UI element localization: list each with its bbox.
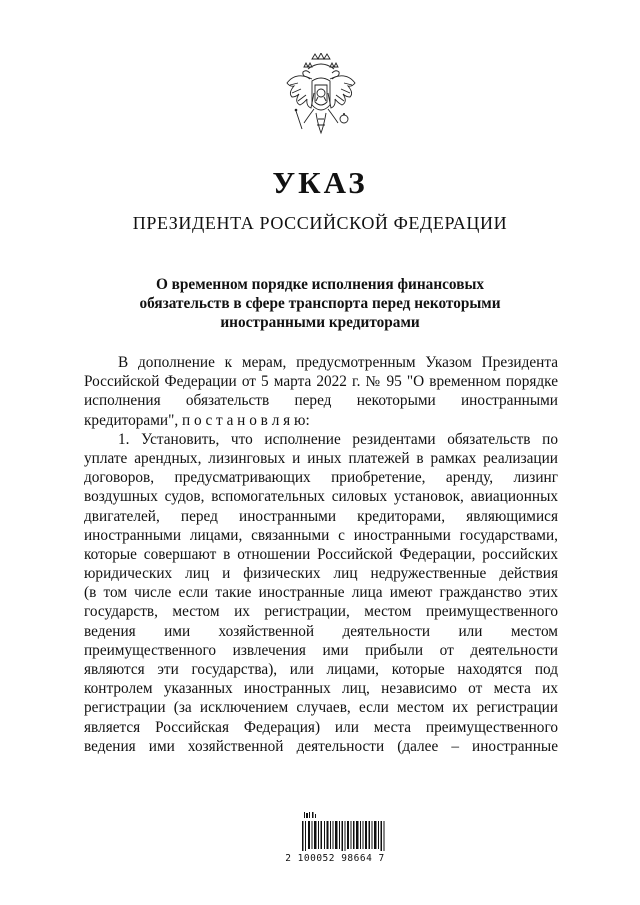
body-line: контролем указанных иностранных лиц, независимо от места их (84, 680, 558, 698)
body-line: являются эти государства), или лицами, которые находятся под (84, 661, 558, 678)
heading-line: обязательств в сфере транспорта перед некоторыми (139, 295, 501, 312)
coat-of-arms-icon (282, 53, 360, 143)
body-line: которые совершают в отношении Российской Федерации, российских (84, 545, 558, 563)
body-line: уплате арендных, лизинговых и иных платежей в рамках реализации (84, 449, 558, 467)
body-line: воздушных судов, вспомогательных силовых установок, авиационных (84, 488, 558, 506)
body-line: В дополнение к мерам, предусмотренным Указом Президента (118, 354, 558, 371)
body-line: кредиторами", п о с т а н о в л я ю: (84, 411, 310, 429)
body-line: двигателей, перед иностранными кредиторами, являющимися (84, 507, 558, 525)
body-line: ведения ими хозяйственной деятельности (далее – иностранные (84, 737, 558, 755)
body-line: 1. Установить, что исполнение резидентами обязательств по (118, 430, 558, 448)
body-line: договоров, предусматривающих приобретение, аренду, лизинг (84, 469, 558, 487)
document-body (84, 353, 558, 756)
body-line: исполнения обязательств перед некоторыми иностранными (84, 392, 558, 410)
body-line: Российской Федерации от 5 марта 2022 г. № 95 "О временном порядке (84, 373, 558, 391)
body-line: (в том числе если такие иностранные лица имеют гражданство этих (84, 584, 558, 602)
document-type-title: УКАЗ (272, 165, 368, 200)
body-line: является Российская Федерация) или места преимущественного (84, 718, 558, 736)
document-heading (60, 275, 580, 332)
body-line: ведения ими хозяйственной деятельности или местом (84, 622, 558, 640)
body-line: преимущественного извлечения ими прибыли от деятельности (84, 641, 558, 659)
barcode-number: 2 100052 98664 7 (285, 853, 385, 864)
issuer-subtitle: ПРЕЗИДЕНТА РОССИЙСКОЙ ФЕДЕРАЦИИ (132, 213, 508, 233)
body-line: регистрации (за исключением случаев, если местом их регистрации (84, 699, 558, 717)
heading-line: иностранными кредиторами (220, 314, 420, 331)
body-line: иностранными лицами, связанными с иностранными государствами, (84, 526, 558, 544)
body-line: юридических лиц и физических лиц недружественные действия (84, 565, 558, 583)
body-line: государств, местом их регистрации, местом преимущественного (84, 603, 558, 621)
heading-line: О временном порядке исполнения финансовых (155, 276, 485, 293)
